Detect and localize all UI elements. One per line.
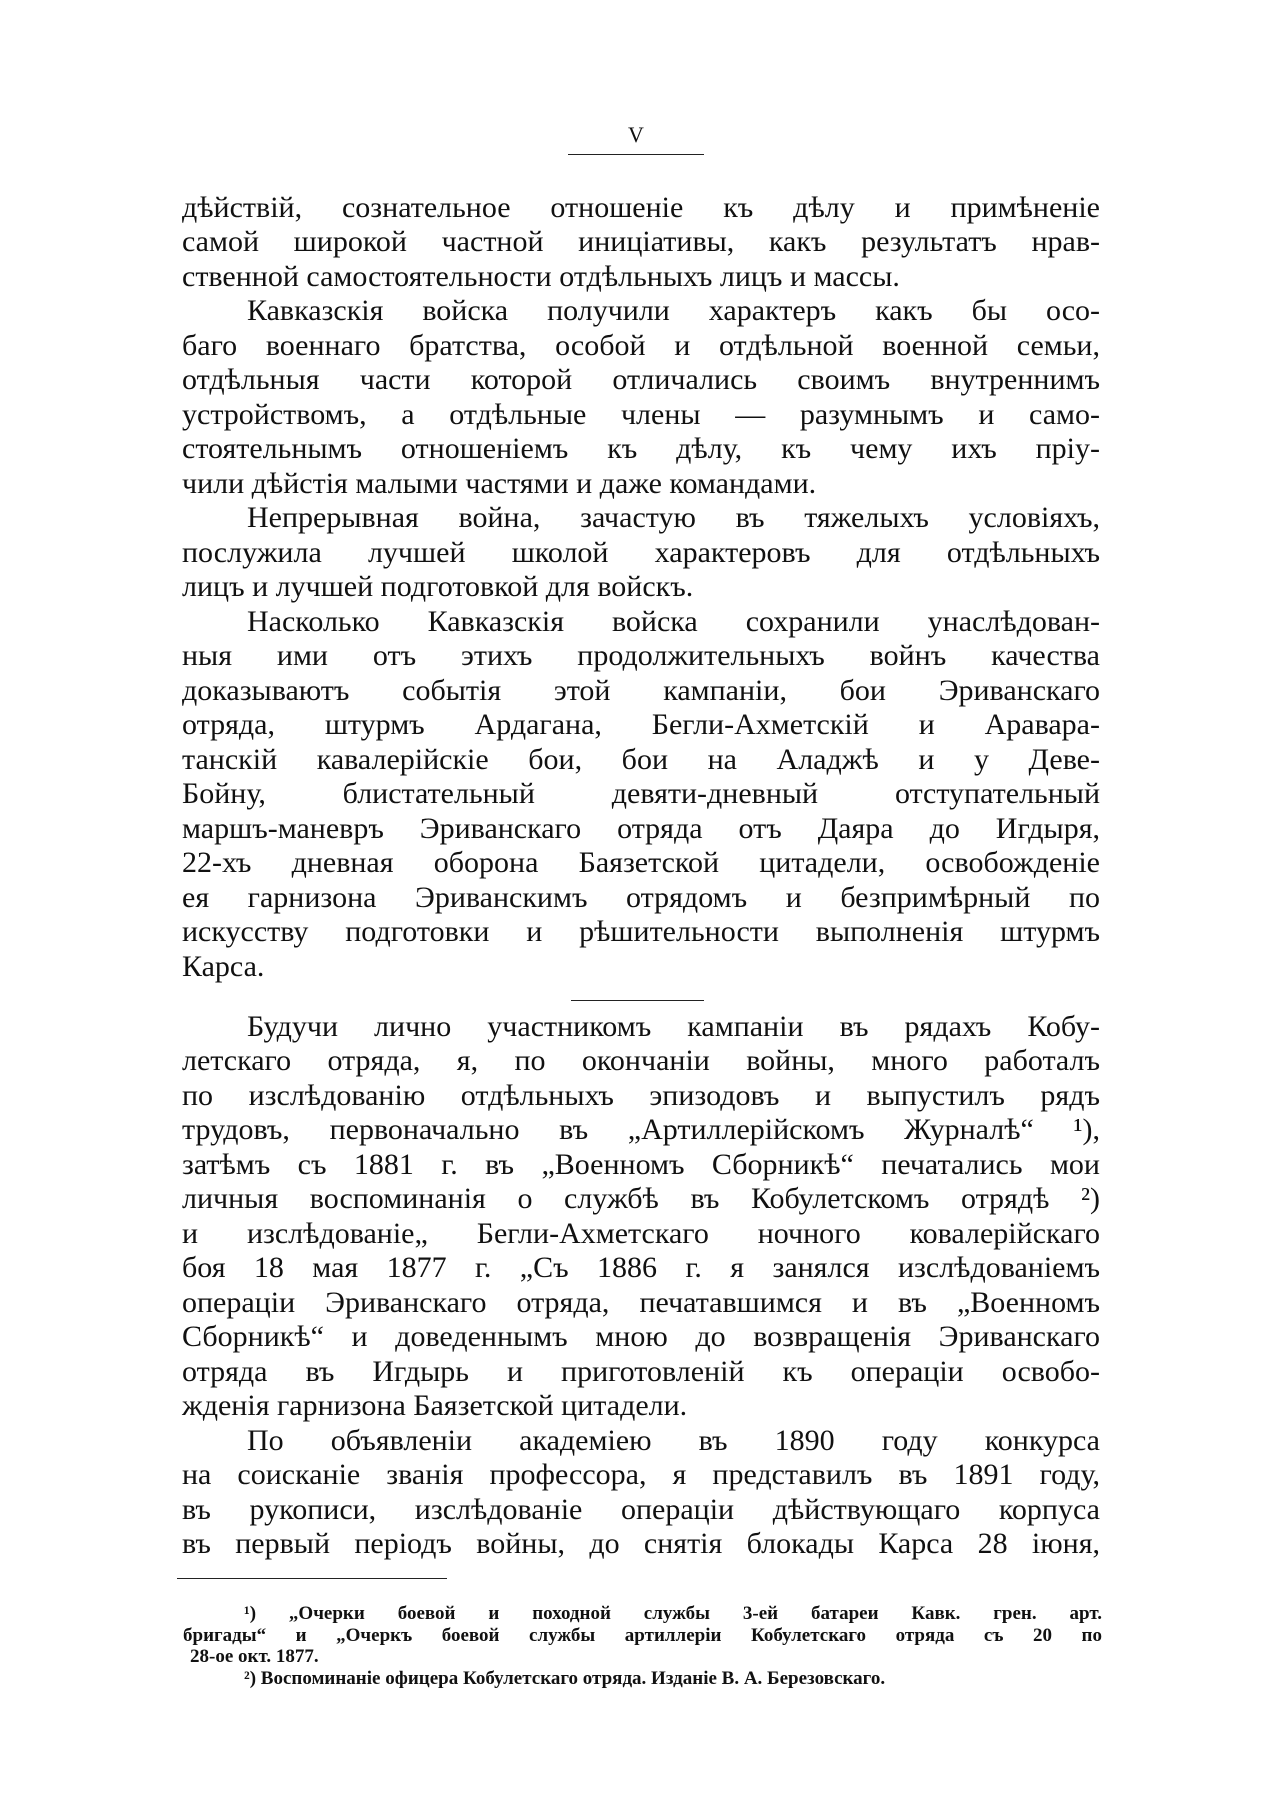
- footnote-line: ²) Воспоминаніе офицера Кобулетскаго отряда. Изданіе В. А. Березовскаго.: [244, 1667, 886, 1689]
- text-line: лицъ и лучшей подготовкой для войскъ.: [182, 570, 694, 604]
- text-line: Кавказскія войска получили характеръ какъ бы осо-: [247, 294, 1100, 328]
- text-line: ныя ими отъ этихъ продолжительныхъ войнъ качества: [182, 639, 1100, 673]
- text-line: доказываютъ событія этой кампаніи, бои Эриванскаго: [182, 673, 1100, 707]
- text-line: стоятельнымъ отношеніемъ къ дѣлу, къ чему ихъ пріу-: [182, 432, 1100, 466]
- text-line: отряда, штурмъ Ардагана, Бегли-Ахметскій и Аравара-: [182, 708, 1100, 742]
- text-line: отдѣльныя части которой отличались своимъ внутреннимъ: [182, 363, 1100, 397]
- footnote-line: 28-ое окт. 1877.: [190, 1646, 319, 1668]
- text-line: По объявленіи академіею въ 1890 году конкурса: [247, 1423, 1100, 1457]
- text-line: ственной самостоятельности отдѣльныхъ лицъ и массы.: [182, 259, 900, 293]
- text-line: личныя воспоминанія о службѣ въ Кобулетскомъ отрядѣ ²): [182, 1182, 1100, 1216]
- text-line: въ рукописи, изслѣдованіе операціи дѣйствующаго корпуса: [182, 1492, 1100, 1526]
- text-line: Сборникѣ“ и доведеннымъ мною до возвращенія Эриванскаго: [182, 1320, 1100, 1354]
- footnote-line: ¹) „Очерки боевой и походной службы 3-ей батареи Кавк. грен. арт.: [244, 1603, 1102, 1625]
- text-line: затѣмъ съ 1881 г. въ „Военномъ Сборникѣ“ печатались мои: [182, 1147, 1100, 1181]
- text-line: маршъ-маневръ Эриванскаго отряда отъ Даяра до Игдыря,: [182, 811, 1100, 845]
- text-line: 22-хъ дневная оборона Баязетской цитадели, освобожденіе: [182, 846, 1100, 880]
- text-line: операціи Эриванскаго отряда, печатавшимся и въ „Военномъ: [182, 1285, 1100, 1319]
- text-line: трудовъ, первоначально въ „Артиллерійскомъ Журналѣ“ ¹),: [182, 1113, 1100, 1147]
- text-line: дѣйствій, сознательное отношеніе къ дѣлу и примѣненіе: [182, 190, 1100, 224]
- text-line: и изслѣдованіе„ Бегли-Ахметскаго ночного ковалерійскаго: [182, 1216, 1100, 1250]
- footnote-line: бригады“ и „Очеркъ боевой службы артиллеріи Кобулетскаго отряда съ 20 по: [183, 1624, 1102, 1646]
- text-line: танскій кавалерійскіе бои, бои на Аладжѣ и у Деве-: [182, 742, 1100, 776]
- page-number: V: [628, 122, 644, 147]
- footnote-rule: [177, 1578, 447, 1579]
- text-line: устройствомъ, а отдѣльные члены — разумнымъ и само-: [182, 397, 1100, 431]
- text-line: по изслѣдованію отдѣльныхъ эпизодовъ и выпустилъ рядъ: [182, 1078, 1100, 1112]
- text-line: Бойну, блистательный девяти-дневный отступательный: [182, 777, 1100, 811]
- text-line: послужила лучшей школой характеровъ для отдѣльныхъ: [182, 535, 1100, 569]
- text-line: самой широкой частной иниціативы, какъ результатъ нрав-: [182, 225, 1100, 259]
- text-line: Будучи лично участникомъ кампаніи въ рядахъ Кобу-: [247, 1009, 1100, 1043]
- text-line: баго военнаго братства, особой и отдѣльной военной семьи,: [182, 328, 1100, 362]
- text-line: летскаго отряда, я, по окончаніи войны, много работалъ: [182, 1044, 1100, 1078]
- text-line: отряда въ Игдырь и приготовленій къ операціи освобо-: [182, 1354, 1100, 1388]
- text-line: Непрерывная война, зачастую въ тяжелыхъ условіяхъ,: [247, 501, 1100, 535]
- text-line: Карса.: [182, 949, 265, 983]
- text-line: боя 18 мая 1877 г. „Съ 1886 г. я занялся изслѣдованіемъ: [182, 1251, 1100, 1285]
- text-line: ея гарнизона Эриванскимъ отрядомъ и безпримѣрный по: [182, 880, 1100, 914]
- text-line: искусству подготовки и рѣшительности выполненія штурмъ: [182, 915, 1100, 949]
- text-line: чили дѣйстія малыми частями и даже командами.: [182, 466, 817, 500]
- text-line: на соисканіе званія профессора, я представилъ въ 1891 году,: [182, 1458, 1100, 1492]
- text-line: въ первый періодъ войны, до снятія блокады Карса 28 іюня,: [182, 1527, 1100, 1561]
- text-line: жденія гарнизона Баязетской цитадели.: [182, 1389, 688, 1423]
- header-rule: [568, 154, 704, 155]
- section-separator: [571, 1000, 704, 1001]
- text-line: Насколько Кавказскія войска сохранили унаслѣдован-: [247, 604, 1100, 638]
